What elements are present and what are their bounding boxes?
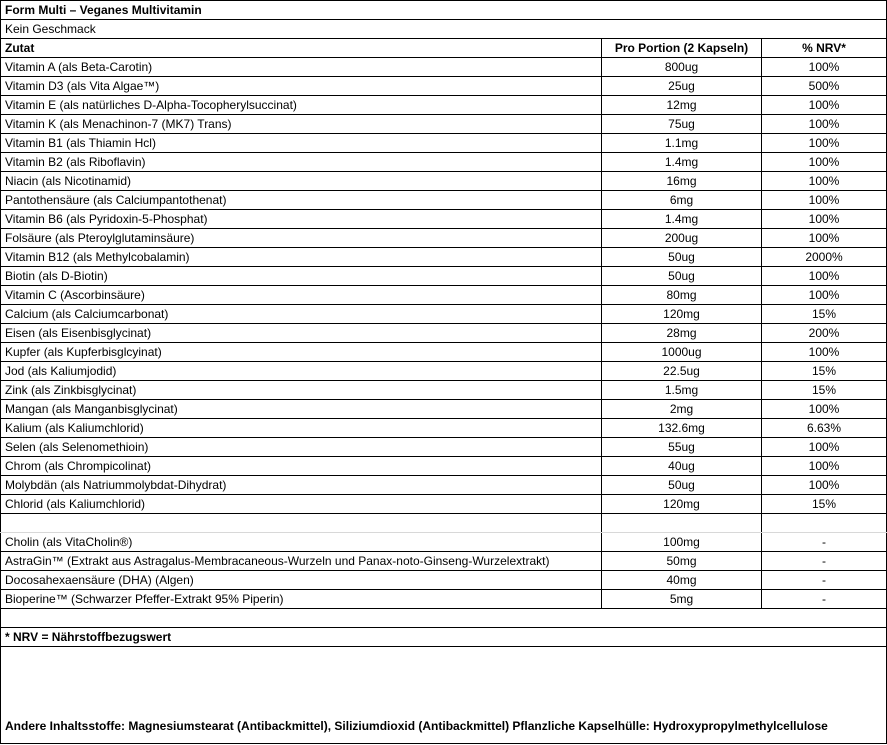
ingredient-amount: 132.6mg: [602, 419, 762, 438]
ingredient-nrv: 2000%: [762, 248, 887, 267]
ingredient-name: Docosahexaensäure (DHA) (Algen): [1, 571, 602, 590]
ingredient-nrv: 6.63%: [762, 419, 887, 438]
other-ingredients-text: Andere Inhaltsstoffe: Magnesiumstearat (Antibackmittel), Siliziumdioxid (Antibackmittel) Pflanzliche Kapselhülle: Hydroxypropylmethylcellulose: [1, 647, 887, 744]
ingredient-name: Vitamin C (Ascorbinsäure): [1, 286, 602, 305]
ingredient-name: Eisen (als Eisenbisglycinat): [1, 324, 602, 343]
table-row: [1, 286, 887, 305]
ingredient-amount: 40mg: [602, 571, 762, 590]
ingredient-amount: 50ug: [602, 248, 762, 267]
header-nrv: % NRV*: [762, 39, 887, 58]
ingredient-nrv: -: [762, 552, 887, 571]
ingredient-name: Calcium (als Calciumcarbonat): [1, 305, 602, 324]
ingredient-name: Cholin (als VitaCholin®): [1, 533, 602, 552]
ingredient-amount: 1.4mg: [602, 210, 762, 229]
ingredient-nrv: 100%: [762, 210, 887, 229]
ingredient-name: Mangan (als Manganbisglycinat): [1, 400, 602, 419]
ingredient-name: Pantothensäure (als Calciumpantothenat): [1, 191, 602, 210]
title-row: [1, 1, 887, 20]
ingredient-nrv: 100%: [762, 457, 887, 476]
table-row: [1, 438, 887, 457]
ingredient-name: Vitamin B1 (als Thiamin Hcl): [1, 134, 602, 153]
ingredient-name: Vitamin B6 (als Pyridoxin-5-Phosphat): [1, 210, 602, 229]
spacer-row-2: [1, 609, 887, 628]
ingredient-name: Vitamin E (als natürliches D-Alpha-Tocopherylsuccinat): [1, 96, 602, 115]
table-row: [1, 134, 887, 153]
flavor-label: Kein Geschmack: [1, 20, 887, 39]
table-row: [1, 381, 887, 400]
ingredient-amount: 25ug: [602, 77, 762, 96]
table-row: [1, 267, 887, 286]
ingredient-amount: 55ug: [602, 438, 762, 457]
ingredient-nrv: 100%: [762, 343, 887, 362]
ingredient-name: Vitamin B12 (als Methylcobalamin): [1, 248, 602, 267]
table-row: [1, 400, 887, 419]
ingredient-amount: 16mg: [602, 172, 762, 191]
table-row: [1, 495, 887, 514]
spacer-row-2-text: [1, 609, 887, 628]
ingredient-amount: 50mg: [602, 552, 762, 571]
ingredient-name: Niacin (als Nicotinamid): [1, 172, 602, 191]
ingredient-nrv: -: [762, 533, 887, 552]
ingredient-amount: 1.1mg: [602, 134, 762, 153]
ingredient-name: Vitamin A (als Beta-Carotin): [1, 58, 602, 77]
table-row: [1, 552, 887, 571]
ingredient-amount: 120mg: [602, 495, 762, 514]
table-row: [1, 115, 887, 134]
other-ingredients: [1, 647, 887, 744]
ingredient-amount: 800ug: [602, 58, 762, 77]
ingredient-name: Jod (als Kaliumjodid): [1, 362, 602, 381]
ingredient-nrv: 15%: [762, 381, 887, 400]
ingredient-name: Vitamin K (als Menachinon-7 (MK7) Trans): [1, 115, 602, 134]
ingredient-name: Molybdän (als Natriummolybdat-Dihydrat): [1, 476, 602, 495]
table-row: [1, 343, 887, 362]
ingredient-amount: 200ug: [602, 229, 762, 248]
ingredient-name: Vitamin D3 (als Vita Algae™): [1, 77, 602, 96]
ingredient-nrv: 100%: [762, 58, 887, 77]
table-row: [1, 419, 887, 438]
ingredient-name: Bioperine™ (Schwarzer Pfeffer-Extrakt 95% Piperin): [1, 590, 602, 609]
ingredient-nrv: 100%: [762, 229, 887, 248]
table-row: [1, 96, 887, 115]
ingredient-amount: 50ug: [602, 476, 762, 495]
ingredient-nrv: 500%: [762, 77, 887, 96]
table-row: [1, 172, 887, 191]
header-ingredient: Zutat: [1, 39, 602, 58]
table-row: [1, 210, 887, 229]
ingredient-nrv: 200%: [762, 324, 887, 343]
ingredient-name: Biotin (als D-Biotin): [1, 267, 602, 286]
table-row: [1, 533, 887, 552]
empty-cell: [762, 514, 887, 533]
header-row: [1, 39, 887, 58]
table-row: [1, 571, 887, 590]
ingredient-amount: 2mg: [602, 400, 762, 419]
ingredient-name: Chrom (als Chrompicolinat): [1, 457, 602, 476]
table-row: [1, 191, 887, 210]
table-row: [1, 77, 887, 96]
table-row: [1, 457, 887, 476]
ingredient-amount: 5mg: [602, 590, 762, 609]
ingredient-nrv: 15%: [762, 495, 887, 514]
ingredient-nrv: 100%: [762, 153, 887, 172]
ingredient-amount: 12mg: [602, 96, 762, 115]
ingredient-nrv: 100%: [762, 400, 887, 419]
table-row: [1, 229, 887, 248]
table-row: [1, 362, 887, 381]
ingredient-nrv: 100%: [762, 96, 887, 115]
ingredient-amount: 80mg: [602, 286, 762, 305]
ingredient-amount: 120mg: [602, 305, 762, 324]
ingredient-amount: 28mg: [602, 324, 762, 343]
ingredient-amount: 6mg: [602, 191, 762, 210]
table-row: [1, 476, 887, 495]
footnote-text: * NRV = Nährstoffbezugswert: [1, 628, 887, 647]
table-row: [1, 58, 887, 77]
ingredient-nrv: 15%: [762, 305, 887, 324]
ingredient-name: Kupfer (als Kupferbisglcyinat): [1, 343, 602, 362]
ingredient-nrv: 100%: [762, 267, 887, 286]
table-row: [1, 153, 887, 172]
ingredient-amount: 1.4mg: [602, 153, 762, 172]
ingredient-nrv: -: [762, 571, 887, 590]
ingredient-amount: 1000ug: [602, 343, 762, 362]
ingredient-name: Selen (als Selenomethioin): [1, 438, 602, 457]
ingredient-nrv: 100%: [762, 115, 887, 134]
ingredient-amount: 40ug: [602, 457, 762, 476]
ingredient-nrv: -: [762, 590, 887, 609]
ingredient-nrv: 100%: [762, 476, 887, 495]
ingredient-nrv: 100%: [762, 134, 887, 153]
ingredient-name: Folsäure (als Pteroylglutaminsäure): [1, 229, 602, 248]
header-per-portion: Pro Portion (2 Kapseln): [602, 39, 762, 58]
table-row: [1, 248, 887, 267]
table-row: [1, 305, 887, 324]
ingredient-name: Vitamin B2 (als Riboflavin): [1, 153, 602, 172]
ingredient-amount: 75ug: [602, 115, 762, 134]
ingredient-nrv: 15%: [762, 362, 887, 381]
ingredient-amount: 100mg: [602, 533, 762, 552]
spacer-row: [1, 514, 887, 533]
ingredient-amount: 1.5mg: [602, 381, 762, 400]
empty-cell: [602, 514, 762, 533]
ingredient-nrv: 100%: [762, 286, 887, 305]
ingredient-nrv: 100%: [762, 191, 887, 210]
ingredient-name: AstraGin™ (Extrakt aus Astragalus-Membracaneous-Wurzeln und Panax-noto-Ginseng-Wurzelextrakt): [1, 552, 602, 571]
empty-cell: [1, 514, 602, 533]
product-title: Form Multi – Veganes Multivitamin: [1, 1, 887, 20]
ingredient-name: Kalium (als Kaliumchlorid): [1, 419, 602, 438]
ingredient-amount: 50ug: [602, 267, 762, 286]
ingredient-name: Chlorid (als Kaliumchlorid): [1, 495, 602, 514]
ingredient-nrv: 100%: [762, 172, 887, 191]
footnote: [1, 628, 887, 647]
ingredient-nrv: 100%: [762, 438, 887, 457]
table-row: [1, 324, 887, 343]
table-row: [1, 590, 887, 609]
ingredient-name: Zink (als Zinkbisglycinat): [1, 381, 602, 400]
flavor-row: [1, 20, 887, 39]
ingredient-amount: 22.5ug: [602, 362, 762, 381]
